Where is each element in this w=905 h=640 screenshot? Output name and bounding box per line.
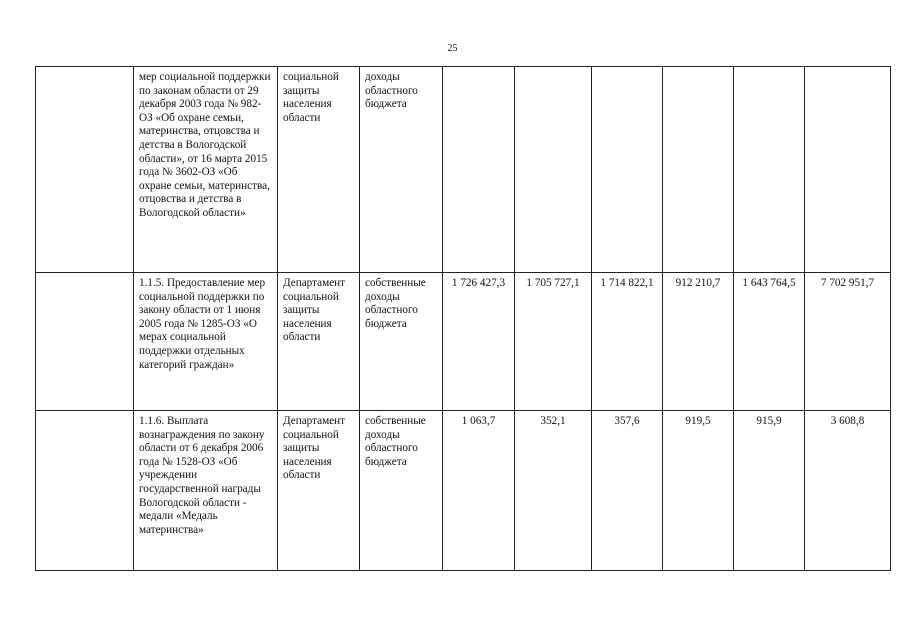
measure-description-cell: 1.1.5. Предоставление мер социальной поддержки по закону области от 1 июня 2005 года № 1285-ОЗ «О мерах социальной поддержки отдельных категорий граждан»	[134, 273, 278, 411]
funding-source-cell: доходы областного бюджета	[360, 67, 443, 273]
executor-cell: Департамент социальной защиты населения области	[278, 273, 360, 411]
table-row	[36, 273, 891, 411]
value-cell-year-3: 357,6	[592, 411, 663, 571]
row-index-cell	[36, 411, 134, 571]
value-cell-year-5: 915,9	[734, 411, 805, 571]
value-cell-total: 7 702 951,7	[805, 273, 891, 411]
measure-description-cell: 1.1.6. Выплата вознаграждения по закону области от 6 декабря 2006 года № 1528-ОЗ «Об учреждении государственной награды Вологодской области - медали «Медаль материнства»	[134, 411, 278, 571]
funding-source-cell: собственные доходы областного бюджета	[360, 411, 443, 571]
value-cell-year-1: 1 063,7	[443, 411, 515, 571]
value-cell-year-3	[592, 67, 663, 273]
value-cell-year-5	[734, 67, 805, 273]
value-cell-total: 3 608,8	[805, 411, 891, 571]
table-row	[36, 67, 891, 273]
executor-cell: Департамент социальной защиты населения области	[278, 411, 360, 571]
value-cell-year-4	[663, 67, 734, 273]
budget-table	[35, 66, 891, 571]
row-index-cell	[36, 273, 134, 411]
row-index-cell	[36, 67, 134, 273]
funding-source-cell: собственные доходы областного бюджета	[360, 273, 443, 411]
executor-cell: социальной защиты населения области	[278, 67, 360, 273]
value-cell-year-2: 1 705 727,1	[515, 273, 592, 411]
value-cell-year-1: 1 726 427,3	[443, 273, 515, 411]
value-cell-year-5: 1 643 764,5	[734, 273, 805, 411]
value-cell-year-4: 919,5	[663, 411, 734, 571]
measure-description-cell: мер социальной поддержки по законам области от 29 декабря 2003 года № 982-ОЗ «Об охране семьи, материнства, отцовства и детства в Вологодской области», от 16 марта 2015 года № 3602-ОЗ «Об охране семьи, материнства, отцовства и детства в Вологодской области»	[134, 67, 278, 273]
value-cell-year-1	[443, 67, 515, 273]
value-cell-total	[805, 67, 891, 273]
table-row	[36, 411, 891, 571]
value-cell-year-2	[515, 67, 592, 273]
value-cell-year-2: 352,1	[515, 411, 592, 571]
page-number: 25	[447, 43, 458, 54]
value-cell-year-3: 1 714 822,1	[592, 273, 663, 411]
value-cell-year-4: 912 210,7	[663, 273, 734, 411]
